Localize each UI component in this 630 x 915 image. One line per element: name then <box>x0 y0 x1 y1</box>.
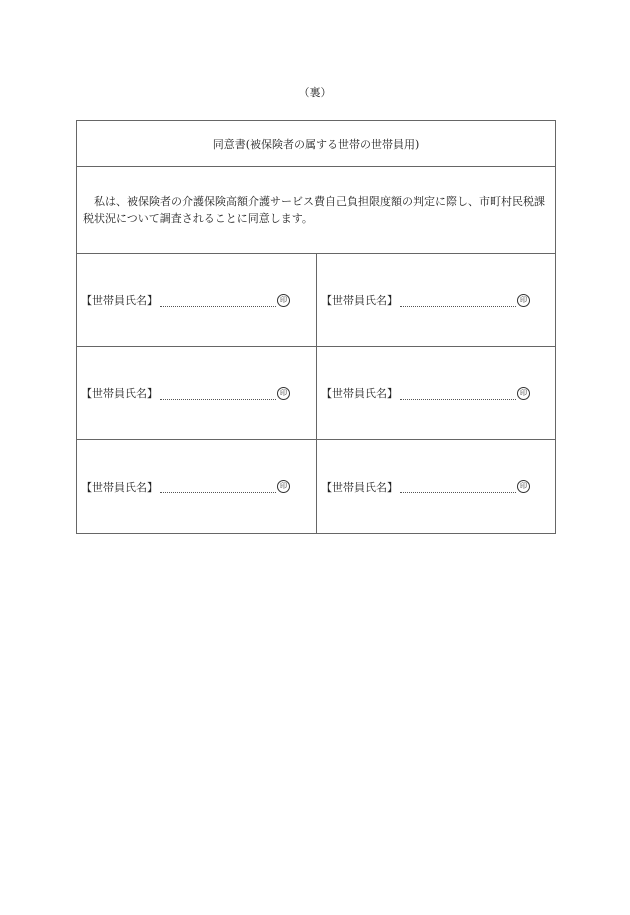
signature-cell <box>77 347 317 440</box>
signature-label: 【世帯員氏名】 <box>321 387 398 400</box>
signature-label: 【世帯員氏名】 <box>81 294 158 307</box>
seal-icon: 印 <box>517 294 530 307</box>
signature-field[interactable] <box>400 294 516 307</box>
signature-field[interactable] <box>400 480 516 493</box>
signature-field[interactable] <box>160 294 276 307</box>
seal-icon: 印 <box>517 387 530 400</box>
signature-cell <box>317 440 555 533</box>
page-side-label: （裏） <box>298 86 332 99</box>
signature-label: 【世帯員氏名】 <box>321 480 398 494</box>
signature-grid <box>77 254 555 533</box>
signature-cell <box>77 440 317 533</box>
signature-field[interactable] <box>160 480 276 493</box>
signature-cell <box>317 347 555 440</box>
signature-field[interactable] <box>400 387 516 400</box>
signature-field[interactable] <box>160 387 276 400</box>
form-title: 同意書(被保険者の属する世帯の世帯員用) <box>77 121 555 167</box>
signature-cell <box>77 254 317 347</box>
seal-icon: 印 <box>277 480 290 493</box>
signature-label: 【世帯員氏名】 <box>321 294 398 307</box>
seal-icon: 印 <box>517 480 530 493</box>
signature-label: 【世帯員氏名】 <box>81 387 158 400</box>
consent-statement: 私は、被保険者の介護保険高額介護サービス費自己負担限度額の判定に際し、市町村民税課税状況について調査されることに同意します。 <box>77 167 555 254</box>
seal-icon: 印 <box>277 294 290 307</box>
seal-icon: 印 <box>277 387 290 400</box>
signature-label: 【世帯員氏名】 <box>81 480 158 494</box>
signature-cell <box>317 254 555 347</box>
consent-form <box>76 120 556 534</box>
